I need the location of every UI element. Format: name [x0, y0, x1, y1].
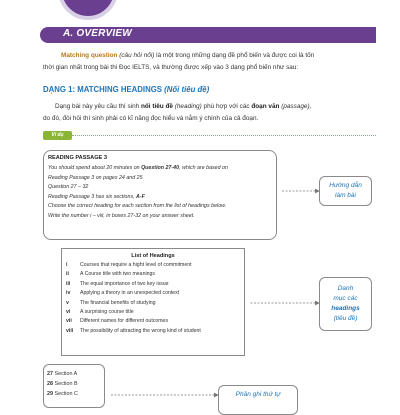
- list-of-headings-title: List of Headings: [131, 253, 175, 259]
- desc-line-2: do đó, đòi hỏi thí sinh phải có kĩ năng đọc hiểu và nắm ý chính của cả đoạn.: [43, 115, 259, 122]
- desc-bold: nối tiêu đề: [140, 103, 173, 110]
- callout-text: Danh: [337, 285, 354, 292]
- instruction-text: You should spend about 20 minutes on: [48, 165, 142, 171]
- heading-number: iv: [66, 290, 71, 297]
- reading-passage-title: READING PASSAGE 3: [48, 155, 107, 161]
- question-number: 28: [47, 381, 53, 387]
- heading-text: A Course title with two meanings: [80, 271, 155, 278]
- section-row: [47, 379, 101, 389]
- intro-term-vi: (câu hỏi nối): [119, 52, 155, 59]
- heading-text: Different names for different outcomes: [80, 318, 169, 325]
- intro-term: Matching question: [61, 52, 118, 59]
- instruction-text: Reading Passage 3 has six sections,: [48, 193, 137, 200]
- section-title: A. OVERVIEW: [63, 28, 132, 39]
- heading-number: vi: [66, 309, 71, 316]
- desc-bold: đoạn văn: [251, 103, 280, 110]
- heading-item: [66, 261, 240, 270]
- desc-italic: (passage),: [281, 103, 312, 110]
- list-of-headings-box: [61, 248, 245, 356]
- heading-text: A surprising course title: [80, 309, 134, 316]
- heading-item: [66, 270, 240, 279]
- heading-item: [66, 308, 240, 317]
- question-number: 27: [47, 371, 53, 377]
- dang1-title-text: DẠNG 1: MATCHING HEADINGS: [43, 85, 162, 94]
- instruction-line: [48, 164, 272, 174]
- heading-item: [66, 289, 240, 298]
- callout-instructions: [319, 176, 372, 206]
- heading-text: The equal importance of two key issue: [80, 280, 169, 287]
- section-row: [47, 389, 101, 399]
- decorative-circle: [58, 0, 118, 20]
- heading-text: Courses that require a hight level of commitment: [80, 262, 192, 268]
- heading-item: [66, 299, 240, 308]
- callout-order: [218, 385, 298, 415]
- dang1-description: [43, 101, 376, 125]
- intro-text-1: là một trong những dạng đề phổ biến và được coi là tốn: [154, 52, 315, 59]
- heading-text: The possibility of attracting the wrong kind of student: [80, 327, 201, 334]
- instruction-bold: Question 27-40: [141, 165, 180, 171]
- dang1-title-vi: (Nối tiêu đề): [164, 85, 210, 94]
- callout-text: Hướng dẫn: [329, 182, 362, 189]
- instruction-line: Reading Passage 3 on pages 24 and 25: [48, 174, 143, 181]
- example-badge: Ví dụ: [43, 131, 72, 140]
- intro-paragraph: [43, 50, 376, 74]
- section-header-bar: [40, 27, 376, 43]
- callout-bold: headings: [331, 305, 360, 312]
- heading-number: viii: [66, 327, 74, 334]
- heading-number: ii: [66, 271, 69, 278]
- instruction-line: Write the number i – viii, in boxes 27-32 on your answer sheet.: [48, 212, 195, 219]
- intro-text-2: thời gian nhất trong bài thi Đọc IELTS, và thường được xếp vào 3 dạng phổ biến như sau:: [43, 64, 299, 71]
- desc-text: phù hợp với các: [201, 103, 252, 110]
- question-number: 29: [47, 391, 53, 397]
- section-label: Section B: [54, 381, 78, 387]
- instruction-line: [48, 193, 272, 203]
- instruction-line: Choose the correct heading for each section from the list of headings below.: [48, 203, 227, 209]
- instruction-text: , which are based on: [179, 165, 228, 171]
- reading-passage-box: [43, 150, 277, 240]
- callout-text: Phần ghi thứ tự: [235, 391, 281, 398]
- callout-headings-list: [319, 277, 372, 331]
- heading-number: vii: [66, 318, 72, 325]
- desc-italic: (heading): [174, 103, 202, 110]
- heading-number: v: [66, 299, 69, 306]
- heading-text: The financial benefits of studying: [80, 299, 156, 306]
- desc-text: Dạng bài này yêu cầu thí sinh: [55, 103, 141, 110]
- example-divider: [72, 135, 376, 136]
- instruction-bold: A-F: [136, 193, 145, 200]
- section-label: Section C: [54, 391, 78, 397]
- heading-item: [66, 317, 240, 326]
- section-row: [47, 369, 101, 379]
- section-label: Section A: [54, 371, 78, 377]
- callout-text: (tiêu đề): [333, 315, 358, 322]
- sections-answer-box: [43, 364, 105, 408]
- heading-item: [66, 280, 240, 289]
- callout-text: mục các: [333, 295, 358, 302]
- heading-item: [66, 327, 240, 336]
- instruction-line: Question 27 – 32: [48, 184, 89, 190]
- heading-text: Applying a theory in an unexpected context: [80, 290, 180, 297]
- heading-number: i: [66, 262, 68, 268]
- heading-number: iii: [66, 280, 71, 287]
- dang1-title: [43, 85, 209, 94]
- callout-text: làm bài: [335, 192, 356, 199]
